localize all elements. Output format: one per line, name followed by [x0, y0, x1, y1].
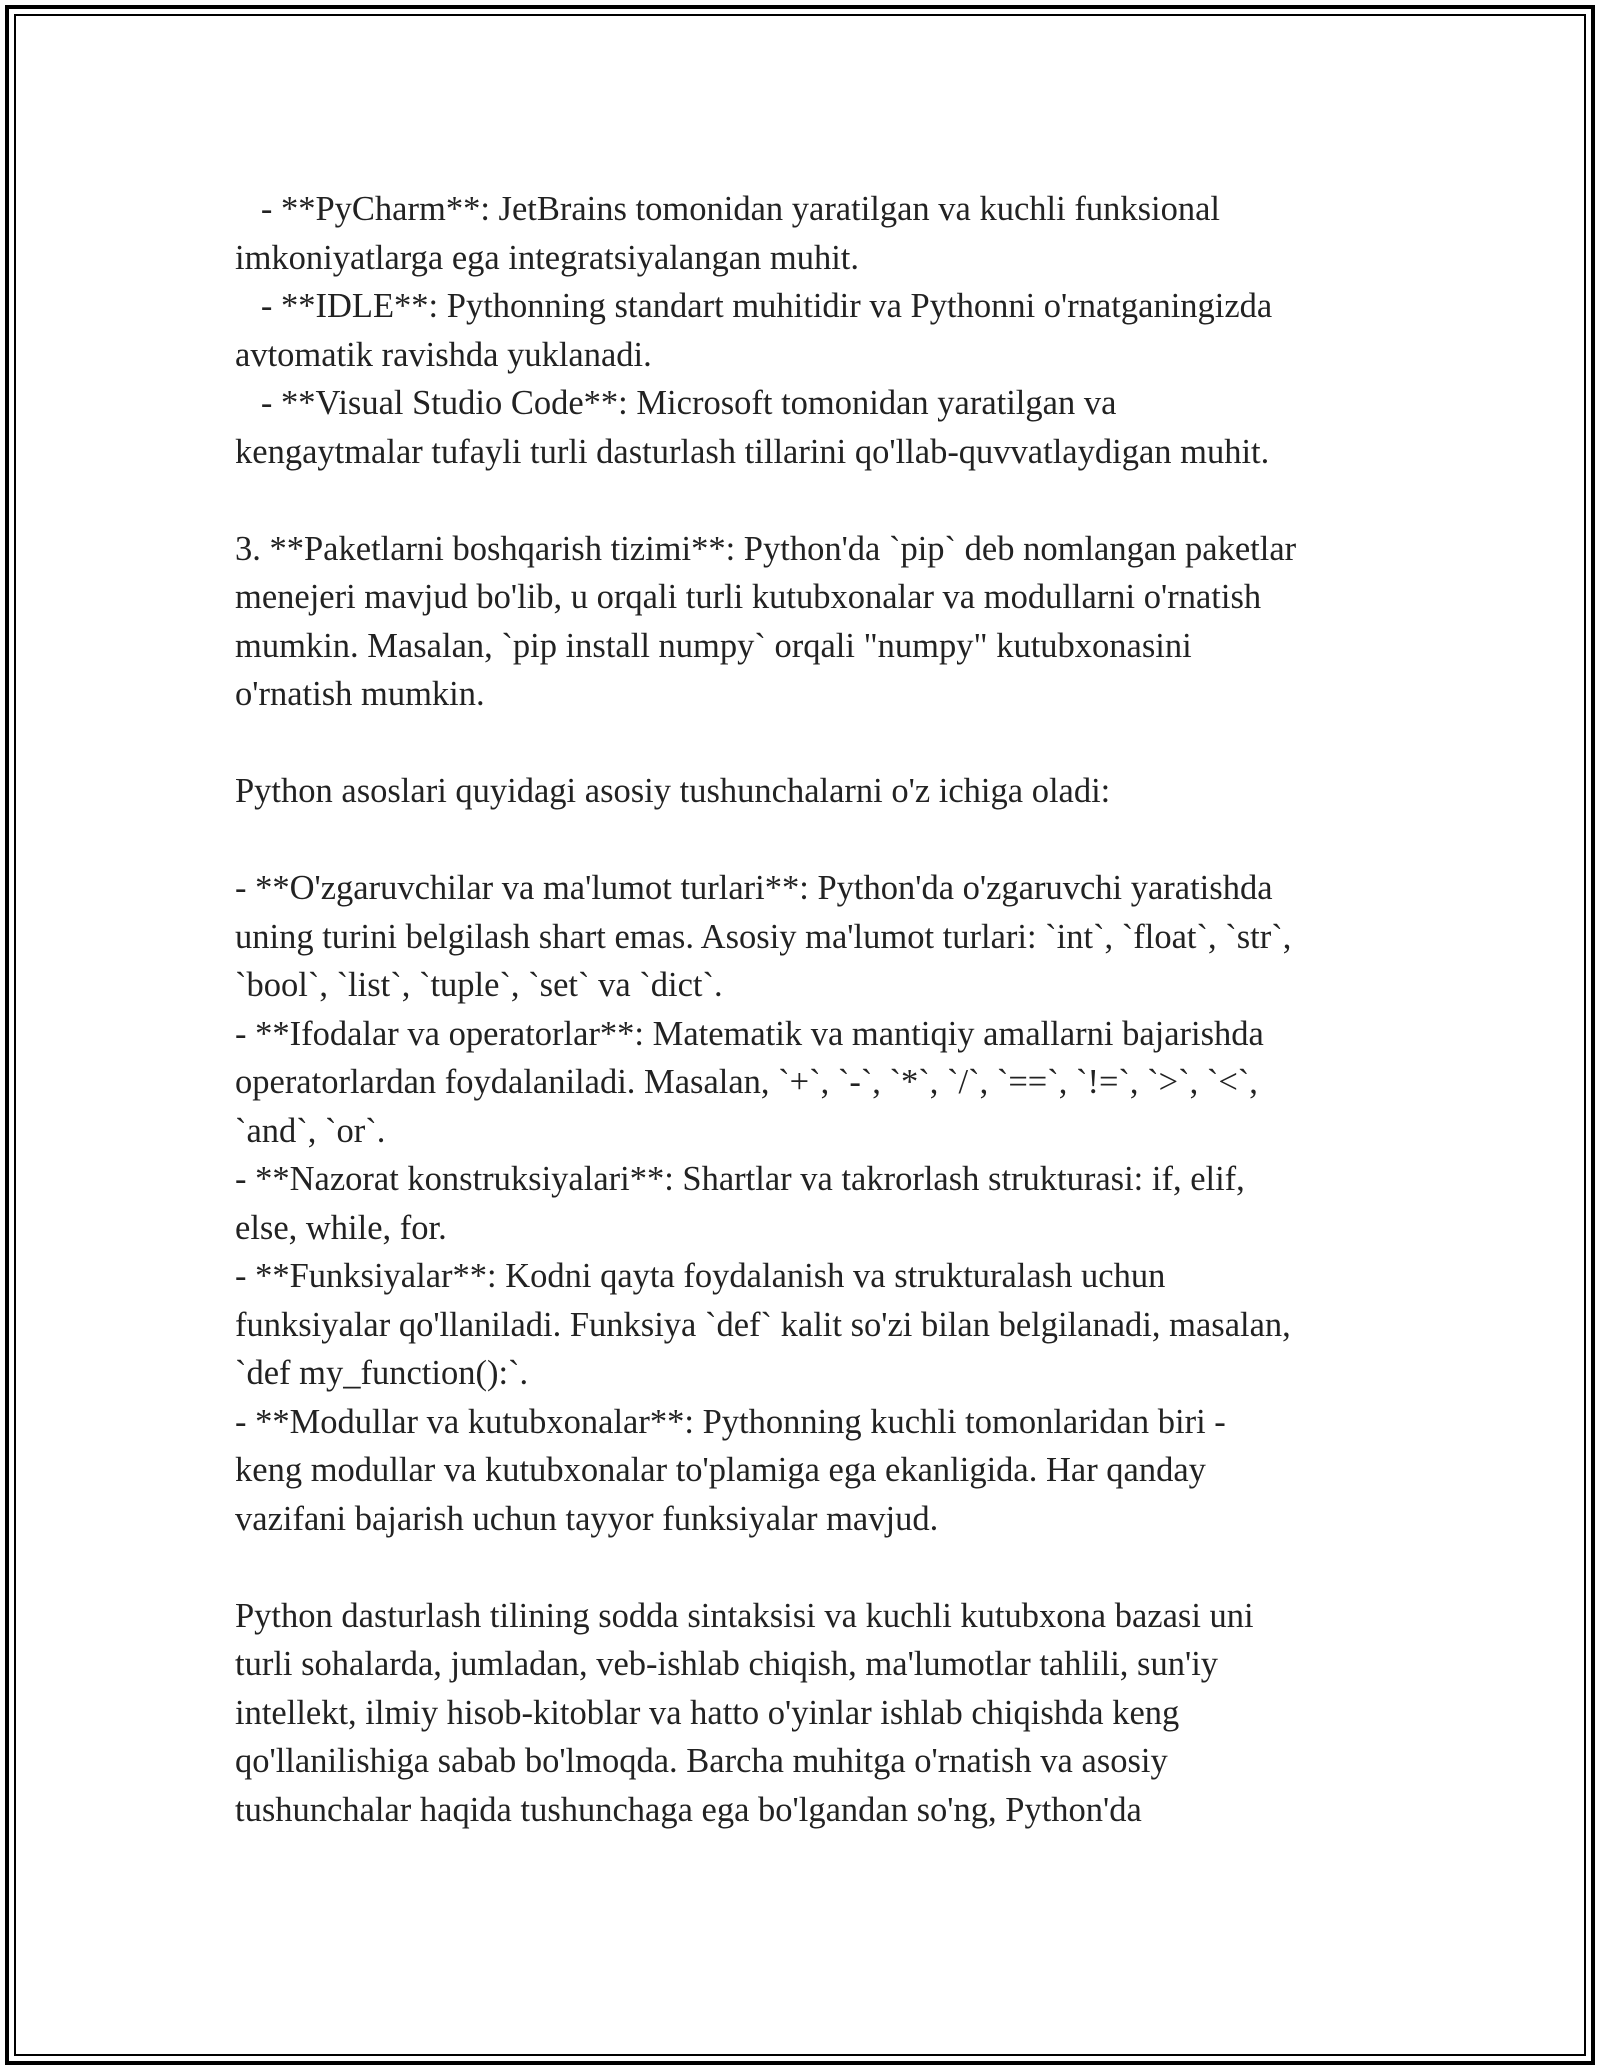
text-line: `def my_function():`.: [235, 1354, 529, 1392]
blank-line: [235, 719, 1395, 768]
text-line: imkoniyatlarga ega integratsiyalangan muhit.: [235, 238, 860, 277]
text-line: qo'llanilishiga sabab bo'lmoqda. Barcha muhitga o'rnatish va asosiy: [235, 1742, 1168, 1780]
blank-line: [235, 1543, 1395, 1592]
text-line: - **Visual Studio Code**: Microsoft tomonidan yaratilgan va: [235, 384, 1117, 422]
text-line: o'rnatish mumkin.: [235, 675, 485, 713]
text-line: - **O'zgaruvchilar va ma'lumot turlari**: Python'da o'zgaruvchi yaratishda: [235, 869, 1273, 907]
text-line: - **IDLE**: Pythonning standart muhitidir va Pythonni o'rnatganingizda: [235, 287, 1273, 325]
text-line: vazifani bajarish uchun tayyor funksiyalar mavjud.: [235, 1499, 939, 1538]
text-line: intellekt, ilmiy hisob-kitoblar va hatto o'yinlar ishlab chiqishda keng: [235, 1693, 1180, 1732]
text-line: `and`, `or`.: [235, 1111, 386, 1150]
text-line: - **Ifodalar va operatorlar**: Matematik va mantiqiy amallarni bajarishda: [235, 1014, 1264, 1053]
text-line: `bool`, `list`, `tuple`, `set` va `dict`.: [235, 966, 723, 1004]
text-line: turli sohalarda, jumladan, veb-ishlab chiqish, ma'lumotlar tahlili, sun'iy: [235, 1645, 1219, 1683]
text-line: avtomatik ravishda yuklanadi.: [235, 335, 652, 374]
text-line: else, while, for.: [235, 1208, 447, 1247]
text-line: mumkin. Masalan, `pip install numpy` orqali "numpy" kutubxonasini: [235, 626, 1192, 665]
text-line: - **Nazorat konstruksiyalari**: Shartlar va takrorlash strukturasi: if, elif,: [235, 1160, 1245, 1198]
text-line: - **Modullar va kutubxonalar**: Pythonning kuchli tomonlaridan biri -: [235, 1402, 1226, 1441]
text-line: kengaytmalar tufayli turli dasturlash tillarini qo'llab-quvvatlaydigan muhit.: [235, 432, 1270, 471]
text-line: - **PyCharm**: JetBrains tomonidan yaratilgan va kuchli funksional: [235, 190, 1221, 228]
text-line: Python dasturlash tilining sodda sintaksisi va kuchli kutubxona bazasi uni: [235, 1596, 1254, 1635]
text-line: funksiyalar qo'llaniladi. Funksiya `def` kalit so'zi bilan belgilanadi, masalan,: [235, 1305, 1291, 1344]
text-line: keng modullar va kutubxonalar to'plamiga ega ekanligida. Har qanday: [235, 1451, 1206, 1489]
text-line: uning turini belgilash shart emas. Asosiy ma'lumot turlari: `int`, `float`, `str`,: [235, 917, 1292, 956]
blank-line: [235, 476, 1395, 525]
text-line: 3. **Paketlarni boshqarish tizimi**: Python'da `pip` deb nomlangan paketlar: [235, 529, 1297, 568]
document-body: [235, 185, 1395, 1834]
text-line: operatorlardan foydalaniladi. Masalan, `+`, `-`, `*`, `/`, `==`, `!=`, `>`, `<`,: [235, 1063, 1258, 1101]
text-line: Python asoslari quyidagi asosiy tushunchalarni o'z ichiga oladi:: [235, 772, 1111, 810]
text-line: menejeri mavjud bo'lib, u orqali turli kutubxonalar va modullarni o'rnatish: [235, 578, 1262, 616]
text-line: - **Funksiyalar**: Kodni qayta foydalanish va strukturalash uchun: [235, 1257, 1166, 1295]
text-line: tushunchalar haqida tushunchaga ega bo'lgandan so'ng, Python'da: [235, 1790, 1142, 1829]
blank-line: [235, 816, 1395, 865]
